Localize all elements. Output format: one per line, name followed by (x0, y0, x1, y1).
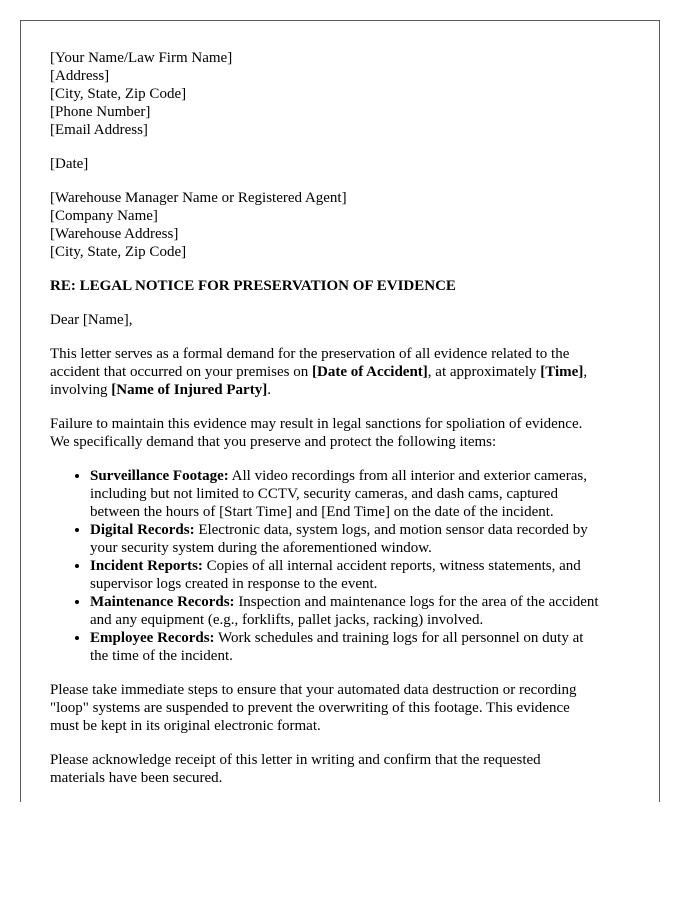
item-text: Copies of all internal accident reports, witness statements, and (202, 558, 581, 574)
item-label: Digital Records: (90, 522, 195, 538)
steps-line-1: Please take immediate steps to ensure that your automated data destruction or recording (50, 682, 577, 698)
item-text: Inspection and maintenance logs for the area of the accident (234, 594, 599, 610)
recipient-city-state-zip: [City, State, Zip Code] (50, 244, 187, 260)
failure-paragraph (50, 415, 650, 451)
item-text: including but not limited to CCTV, security cameras, and dash cams, captured (90, 486, 558, 502)
steps-line-3: must be kept in its original electronic format. (50, 718, 321, 734)
intro-line-2 (50, 363, 650, 381)
list-item (90, 521, 650, 557)
recipient-name: [Warehouse Manager Name or Registered Agent] (50, 190, 347, 206)
steps-paragraph (50, 681, 650, 735)
list-item (90, 629, 650, 665)
failure-line-2: We specifically demand that you preserve and protect the following items: (50, 434, 497, 450)
item-text: the time of the incident. (90, 648, 233, 664)
intro-line-2-text-a: accident that occurred on your premises on (50, 364, 312, 380)
injured-party-placeholder: [Name of Injured Party] (111, 382, 268, 398)
acknowledge-line-2: materials have been secured. (50, 770, 223, 786)
intro-line-1: This letter serves as a formal demand for the preservation of all evidence related to the (50, 346, 570, 362)
steps-line-2: "loop" systems are suspended to prevent the overwriting of this footage. This evidence (50, 700, 570, 716)
acknowledge-line-1: Please acknowledge receipt of this letter in writing and confirm that the requested (50, 752, 541, 768)
intro-line-3 (50, 381, 650, 399)
item-text: Work schedules and training logs for all personnel on duty at (214, 630, 584, 646)
subject-line: RE: LEGAL NOTICE FOR PRESERVATION OF EVIDENCE (50, 278, 456, 294)
failure-line-1: Failure to maintain this evidence may result in legal sanctions for spoliation of evidence. (50, 416, 583, 432)
salutation: Dear [Name], (50, 312, 133, 328)
list-item (90, 467, 650, 521)
sender-city-state-zip: [City, State, Zip Code] (50, 86, 187, 102)
item-label: Incident Reports: (90, 558, 203, 574)
recipient-company: [Company Name] (50, 208, 158, 224)
item-text: your security system during the aforementioned window. (90, 540, 432, 556)
letter-date: [Date] (50, 156, 89, 172)
sender-block (50, 49, 650, 139)
sender-address: [Address] (50, 68, 110, 84)
sender-phone: [Phone Number] (50, 104, 151, 120)
sender-email: [Email Address] (50, 122, 148, 138)
intro-paragraph (50, 345, 650, 399)
evidence-list (50, 467, 650, 665)
intro-line-2-text-c: , (583, 364, 588, 380)
letter-page (20, 20, 660, 802)
sender-name: [Your Name/Law Firm Name] (50, 50, 233, 66)
intro-line-2-text-b: , at approximately (427, 364, 541, 380)
item-label: Surveillance Footage: (90, 468, 229, 484)
date-of-accident-placeholder: [Date of Accident] (312, 364, 428, 380)
recipient-address: [Warehouse Address] (50, 226, 179, 242)
recipient-block (50, 189, 650, 261)
list-item (90, 593, 650, 629)
list-item (90, 557, 650, 593)
intro-line-3-text-a: involving (50, 382, 112, 398)
time-placeholder: [Time] (540, 364, 584, 380)
item-text: between the hours of [Start Time] and [End Time] on the date of the incident. (90, 504, 554, 520)
item-label: Maintenance Records: (90, 594, 235, 610)
item-text: All video recordings from all interior and exterior cameras, (228, 468, 587, 484)
item-label: Employee Records: (90, 630, 215, 646)
item-text: and any equipment (e.g., forklifts, pallet jacks, racking) involved. (90, 612, 484, 628)
letter-content (50, 49, 650, 787)
item-text: supervisor logs created in response to the event. (90, 576, 378, 592)
intro-line-3-text-b: . (267, 382, 271, 398)
acknowledge-paragraph (50, 751, 650, 787)
item-text: Electronic data, system logs, and motion sensor data recorded by (194, 522, 588, 538)
